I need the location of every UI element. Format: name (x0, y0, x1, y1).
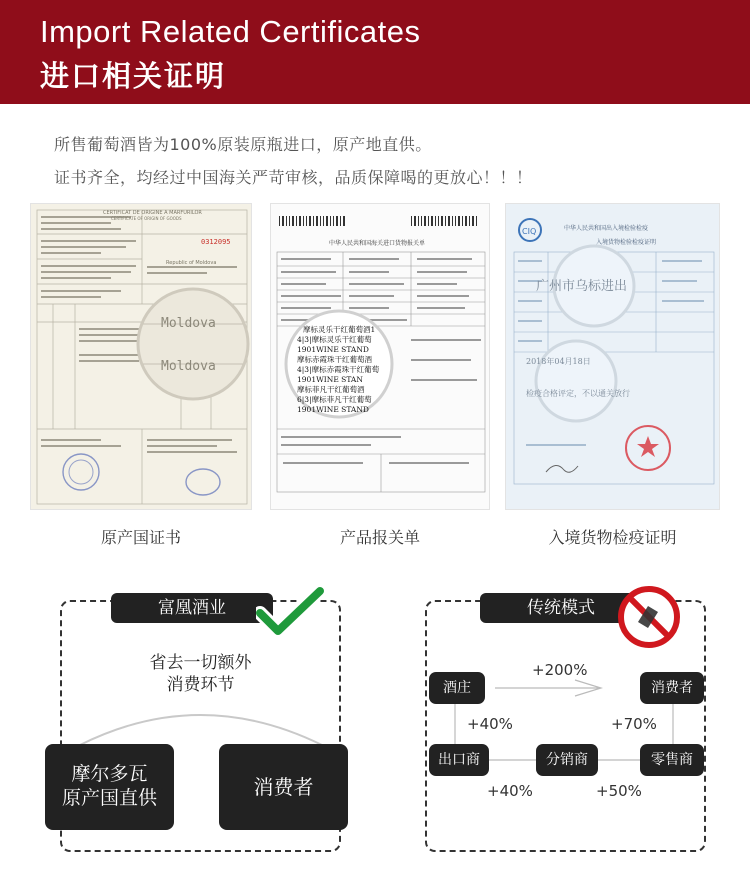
origin-certificate-image (30, 203, 252, 510)
page-title-zh: 进口相关证明 (40, 59, 227, 93)
customs-declaration-image (270, 203, 490, 510)
lens-line-5: 4|3|摩标赤霞珠干红葡萄 (297, 365, 380, 374)
lens-line-6: 1901WINE STAN (297, 375, 363, 384)
skip-steps-line-2: 消费环节 (166, 675, 235, 695)
svg-text:CIQ: CIQ (522, 227, 537, 236)
lens-line-3: 1901WINE STAND (297, 345, 369, 354)
origin-seal-icon (186, 469, 220, 495)
skip-steps-note (60, 652, 341, 696)
origin-direct-line-1: 摩尔多瓦 (71, 763, 148, 786)
customs-doc-title: 中华人民共和国海关进口货物报关单 (329, 240, 426, 247)
prohibit-icon (614, 582, 684, 652)
consumer-box-direct: 消费者 (219, 744, 348, 830)
check-icon (256, 585, 324, 641)
lens-text-upper: Moldova (161, 316, 216, 331)
red-seal-icon (626, 426, 670, 470)
origin-doc-title: CERTIFICAT DE ORIGINE A MARFURILOR (103, 210, 202, 216)
node-winery: 酒庄 (429, 672, 485, 704)
intro-line-1: 所售葡萄酒皆为100%原装原瓶进口，原产地直供。 (54, 135, 432, 154)
node-consumer: 消费者 (640, 672, 704, 704)
lens-line-8: 6|3|摩标菲凡干红葡萄 (297, 395, 372, 404)
origin-doc-subtitle: CERTIFICATE OF ORIGIN OF GOODS (111, 216, 182, 221)
company-tag: 富凰酒业 (111, 593, 273, 623)
lens-line-1: 摩标灵乐干红葡萄酒1 (303, 325, 376, 334)
lens-line-4: 摩标赤霞珠干红葡萄酒 (297, 355, 372, 364)
node-distributor: 分销商 (536, 744, 598, 776)
origin-doc-number: 0312095 (201, 238, 231, 246)
magnifier-lens-icon (138, 289, 248, 399)
traditional-tag: 传统模式 (480, 593, 642, 623)
node-exporter: 出口商 (429, 744, 489, 776)
origin-direct-box (45, 744, 174, 830)
lens-bottom-text: 检疫合格评定，不以通关放行 (526, 389, 630, 398)
skip-steps-line-1: 省去一切额外 (149, 653, 252, 673)
pct-winery-to-consumer: +200% (532, 661, 588, 679)
intro-line-2: 证书齐全，均经过中国海关严苛审核，品质保障喝的更放心！！！ (54, 168, 533, 187)
quarantine-certificate-image (505, 203, 720, 510)
pct-distributor-to-retailer: +50% (596, 782, 642, 800)
lens-line-2: 4|3|摩标灵乐干红葡萄 (297, 335, 372, 344)
pct-retailer-to-consumer: +70% (611, 715, 657, 733)
caption-origin-certificate: 原产国证书 (100, 528, 181, 547)
signature-icon (546, 465, 578, 472)
pct-exporter-to-distributor: +40% (487, 782, 533, 800)
ciq-logo-icon (519, 219, 541, 241)
quarantine-certificate-drawing (506, 204, 720, 510)
origin-stamp-icon (63, 454, 99, 490)
lens-line-7: 摩标菲凡干红葡萄酒 (297, 385, 365, 394)
origin-certificate-drawing (31, 204, 252, 510)
origin-direct-line-2: 原产国直供 (61, 787, 157, 809)
node-retailer: 零售商 (640, 744, 704, 776)
quarantine-doc-subtitle: 入境货物检验检疫证明 (596, 239, 657, 246)
lens-top-text: 广州市乌标进出 (536, 279, 628, 294)
lens-line-9: 1901WINE STAND (297, 405, 369, 414)
header-banner (0, 0, 750, 104)
lens-date-text: 2018年04月18日 (526, 357, 591, 366)
pct-winery-to-exporter: +40% (467, 715, 513, 733)
customs-declaration-drawing (271, 204, 490, 510)
caption-customs-declaration: 产品报关单 (339, 528, 420, 547)
caption-quarantine-certificate: 入境货物检疫证明 (548, 528, 677, 547)
page-title-en: Import Related Certificates (40, 14, 421, 49)
quarantine-doc-title: 中华人民共和国出入境检验检疫 (564, 225, 649, 232)
barcode-icon (279, 216, 477, 226)
origin-doc-country: Republic of Moldova (166, 260, 217, 266)
lens-text-lower: Moldova (161, 359, 216, 374)
